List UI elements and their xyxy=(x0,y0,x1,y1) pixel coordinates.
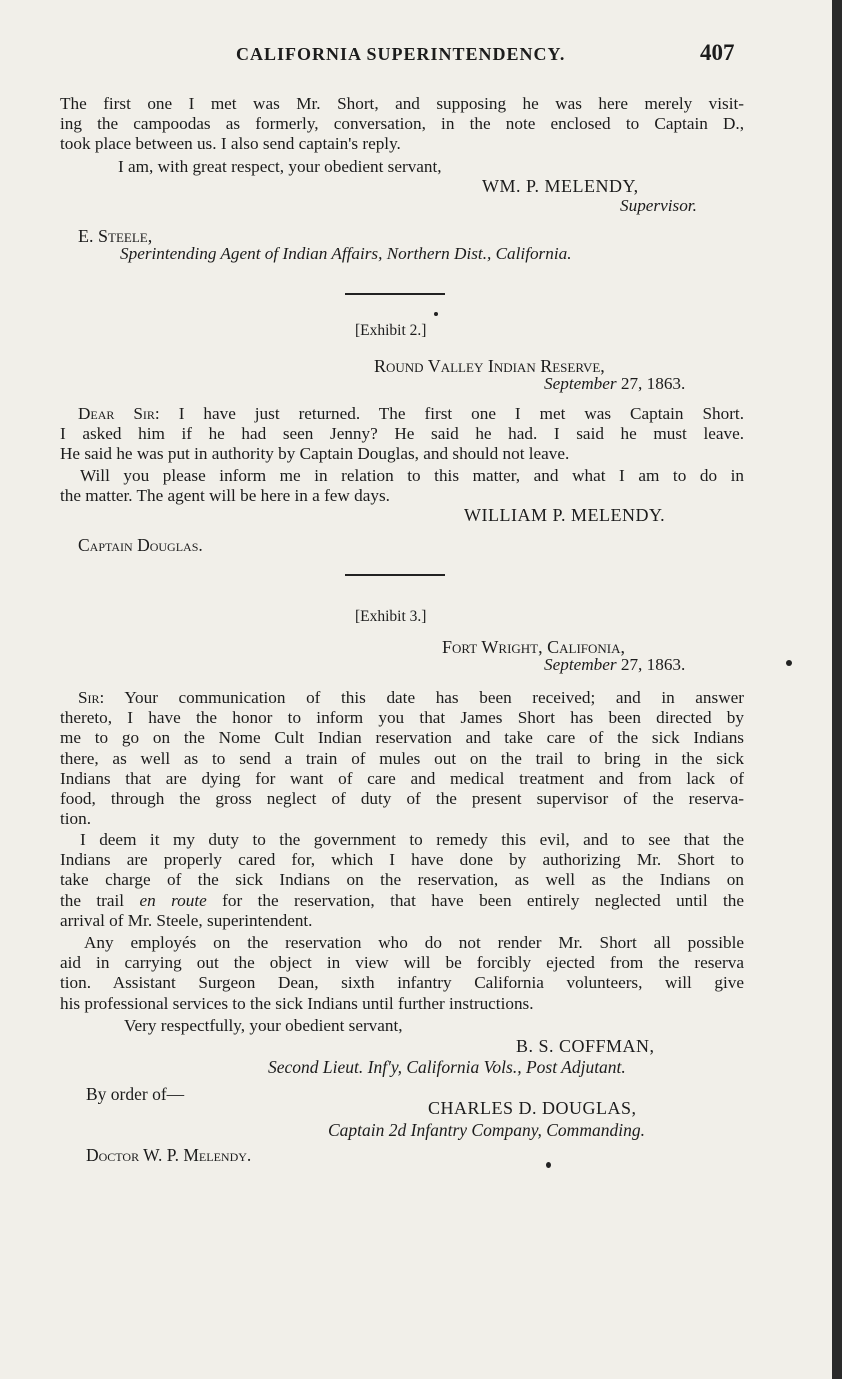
text-line: Sir: Your communication of this date has been received; and in answer xyxy=(78,688,744,707)
exhibit3-signature-title: Second Lieut. Inf'y, California Vols., Post Adjutant. xyxy=(268,1057,626,1077)
exhibit3-signature2-title: Captain 2d Infantry Company, Commanding. xyxy=(328,1120,645,1140)
text-line: Any employés on the reservation who do not render Mr. Short all possible xyxy=(84,933,744,952)
exhibit2-label: [Exhibit 2.] xyxy=(355,322,427,339)
text-line: took place between us. I also send captain's reply. xyxy=(60,134,401,154)
text-line: arrival of Mr. Steele, superintendent. xyxy=(60,910,313,930)
text-line: I deem it my duty to the government to remedy this evil, and to see that the xyxy=(80,830,744,849)
exhibit2-date xyxy=(544,374,685,394)
text-line: Indians are properly cared for, which I have done by authorizing Mr. Short to xyxy=(60,850,744,870)
exhibit3-date-month: September xyxy=(544,655,617,674)
text-line: Will you please inform me in relation to this matter, and what I am to do in xyxy=(80,466,744,485)
exhibit2-salutation: Dear Sir: xyxy=(78,404,160,423)
text-line: Dear Sir: I have just returned. The first one I met was Captain Short. xyxy=(78,404,745,423)
exhibit2-place: Round Valley Indian Reserve, xyxy=(374,356,605,376)
text-line: thereto, I have the honor to inform you that James Short has been directed by xyxy=(60,708,744,728)
exhibit2-paragraph1 xyxy=(60,404,744,465)
exhibit3-paragraph3 xyxy=(60,933,744,1014)
text-line: The first one I met was Mr. Short, and supposing he was here merely visit- xyxy=(60,94,744,113)
exhibit2-date-month: September xyxy=(544,374,617,393)
text-line: take charge of the sick Indians on the reservation, as well as the Indians on xyxy=(60,870,744,890)
text-line: the matter. The agent will be here in a few days. xyxy=(60,486,390,506)
text-line: I asked him if he had seen Jenny? He said he had. I said he must leave. xyxy=(60,424,744,444)
text-line: tion. Assistant Surgeon Dean, sixth infantry California volunteers, will give xyxy=(60,973,744,993)
print-speck xyxy=(434,312,438,316)
text-line: He said he was put in authority by Captain Douglas, and should not leave. xyxy=(60,444,570,464)
italic-phrase: en route xyxy=(139,890,207,910)
section-divider xyxy=(345,574,445,576)
exhibit2-paragraph2 xyxy=(60,466,744,506)
exhibit2-date-rest: 27, 1863. xyxy=(620,374,686,393)
exhibit3-paragraph2 xyxy=(60,830,744,931)
exhibit3-by-order: By order of— xyxy=(86,1084,185,1104)
print-speck xyxy=(546,1162,551,1168)
letter1-closing: I am, with great respect, your obedient servant, xyxy=(118,157,442,176)
exhibit3-paragraph1 xyxy=(60,688,744,829)
print-speck xyxy=(786,660,792,666)
letter1-paragraph xyxy=(60,94,744,155)
letter1-addressee-title: Sperintending Agent of Indian Affairs, Northern Dist., California. xyxy=(120,244,572,263)
text-line: his professional services to the sick Indians until further instructions. xyxy=(60,993,534,1013)
text-line: Indians that are dying for want of care and medical treatment and from lack of xyxy=(60,768,744,788)
exhibit3-signature: B. S. COFFMAN, xyxy=(516,1036,655,1056)
exhibit3-closing: Very respectfully, your obedient servant, xyxy=(124,1016,403,1035)
running-title: CALIFORNIA SUPERINTENDENCY. xyxy=(236,44,566,64)
text-line: me to go on the Nome Cult Indian reservation and take care of the sick Indians xyxy=(60,728,744,748)
exhibit2-signature: WILLIAM P. MELENDY. xyxy=(464,505,666,525)
letter1-addressee: E. Steele, xyxy=(78,226,153,246)
exhibit3-place: Fort Wright, Califonia, xyxy=(442,637,625,657)
exhibit2-addressee: Captain Douglas. xyxy=(78,535,203,555)
page-edge-shadow xyxy=(832,0,842,1379)
text-line: food, through the gross neglect of duty of the present supervisor of the reserva- xyxy=(60,789,744,809)
exhibit3-date xyxy=(544,655,685,675)
exhibit3-salutation: Sir: xyxy=(78,688,105,707)
exhibit3-label: [Exhibit 3.] xyxy=(355,608,427,625)
exhibit3-signature2: CHARLES D. DOUGLAS, xyxy=(428,1098,637,1118)
letter1-signature: WM. P. MELENDY, xyxy=(482,176,639,196)
exhibit3-addressee: Doctor W. P. Melendy. xyxy=(86,1145,252,1165)
text-line: the trail en route for the reservation, that have been entirely neglected until the xyxy=(60,890,744,910)
text-line: aid in carrying out the object in view will be forcibly ejected from the reserva xyxy=(60,953,744,973)
text-line: tion. xyxy=(60,809,92,829)
section-divider xyxy=(345,293,445,295)
page-number: 407 xyxy=(700,40,735,65)
text-line: there, as well as to send a train of mules out on the trail to bring in the sick xyxy=(60,748,744,768)
letter1-signature-title: Supervisor. xyxy=(620,196,697,215)
text-line: ing the campoodas as formerly, conversation, in the note enclosed to Captain D., xyxy=(60,114,744,134)
exhibit3-date-rest: 27, 1863. xyxy=(620,655,686,674)
